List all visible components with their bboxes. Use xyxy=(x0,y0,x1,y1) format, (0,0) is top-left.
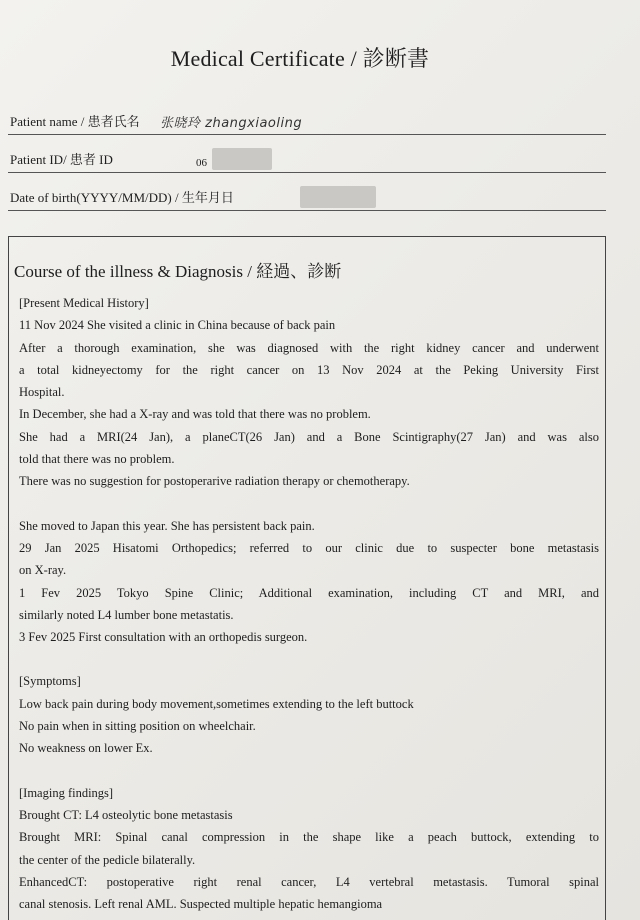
date-of-birth-redaction xyxy=(300,186,376,208)
course-of-illness-box xyxy=(8,236,606,920)
patient-name-label: Patient name / 患者氏名 xyxy=(10,114,140,129)
section-title: Course of the illness & Diagnosis / 経過、診断 xyxy=(14,262,342,281)
body-line: a total kidneyectomy for the right cancer on 13 Nov 2024 at the Peking University First xyxy=(19,362,599,377)
patient-id-field xyxy=(8,142,606,173)
body-line: There was no suggestion for postoperarive radiation therapy or chemotherapy. xyxy=(19,474,410,489)
date-of-birth-field xyxy=(8,180,606,211)
patient-id-label: Patient ID/ 患者 ID xyxy=(10,152,113,167)
section-heading: [Symptoms] xyxy=(19,674,81,689)
blank-line xyxy=(19,760,599,782)
section-body xyxy=(19,292,599,915)
body-line: Low back pain during body movement,sometimes extending to the left buttock xyxy=(19,696,414,711)
body-line: She moved to Japan this year. She has persistent back pain. xyxy=(19,518,315,533)
body-line: In December, she had a X-ray and was told that there was no problem. xyxy=(19,407,371,422)
body-line: similarly noted L4 lumber bone metastatis. xyxy=(19,607,234,622)
body-line: 1 Fev 2025 Tokyo Spine Clinic; Additional examination, including CT and MRI, and xyxy=(19,585,599,600)
document-title: Medical Certificate / 診断書 xyxy=(170,46,430,71)
body-line: canal stenosis. Left renal AML. Suspected multiple hepatic hemangioma xyxy=(19,897,383,912)
body-line: Brought CT: L4 osteolytic bone metastasis xyxy=(19,807,233,822)
body-line: EnhancedCT: postoperative right renal cancer, L4 vertebral metastasis. Tumoral spinal xyxy=(19,874,599,889)
body-line: 29 Jan 2025 Hisatomi Orthopedics; referred to our clinic due to suspecter bone metastasis xyxy=(19,540,599,555)
body-line: Hospital. xyxy=(19,385,65,400)
patient-name-value: 张晓玲 zhangxiaoling xyxy=(160,116,303,131)
date-of-birth-label: Date of birth(YYYY/MM/DD) / 生年月日 xyxy=(10,190,234,205)
body-line: on X-ray. xyxy=(19,563,67,578)
section-heading: [Present Medical History] xyxy=(19,296,149,310)
body-line: 11 Nov 2024 She visited a clinic in China because of back pain xyxy=(19,318,336,333)
body-line: No weakness on lower Ex. xyxy=(19,741,153,756)
blank-line xyxy=(19,493,599,515)
body-line: After a thorough examination, she was diagnosed with the right kidney cancer and underwent xyxy=(19,340,599,355)
body-line: She had a MRI(24 Jan), a planeCT(26 Jan) and a Bone Scintigraphy(27 Jan) and was also xyxy=(19,429,599,444)
patient-name-field xyxy=(8,104,606,135)
body-line: 3 Fev 2025 First consultation with an orthopedis surgeon. xyxy=(19,630,308,645)
body-line: told that there was no problem. xyxy=(19,452,175,467)
patient-id-redaction xyxy=(212,148,272,170)
body-line: Brought MRI: Spinal canal compression in the shape like a peach buttock, extending to xyxy=(19,830,599,845)
body-line: the center of the pedicle bilaterally. xyxy=(19,852,196,867)
body-line: No pain when in sitting position on wheelchair. xyxy=(19,719,256,734)
blank-line xyxy=(19,648,599,670)
patient-id-prefix: 06 xyxy=(196,157,207,169)
section-heading: [Imaging findings] xyxy=(19,785,114,800)
